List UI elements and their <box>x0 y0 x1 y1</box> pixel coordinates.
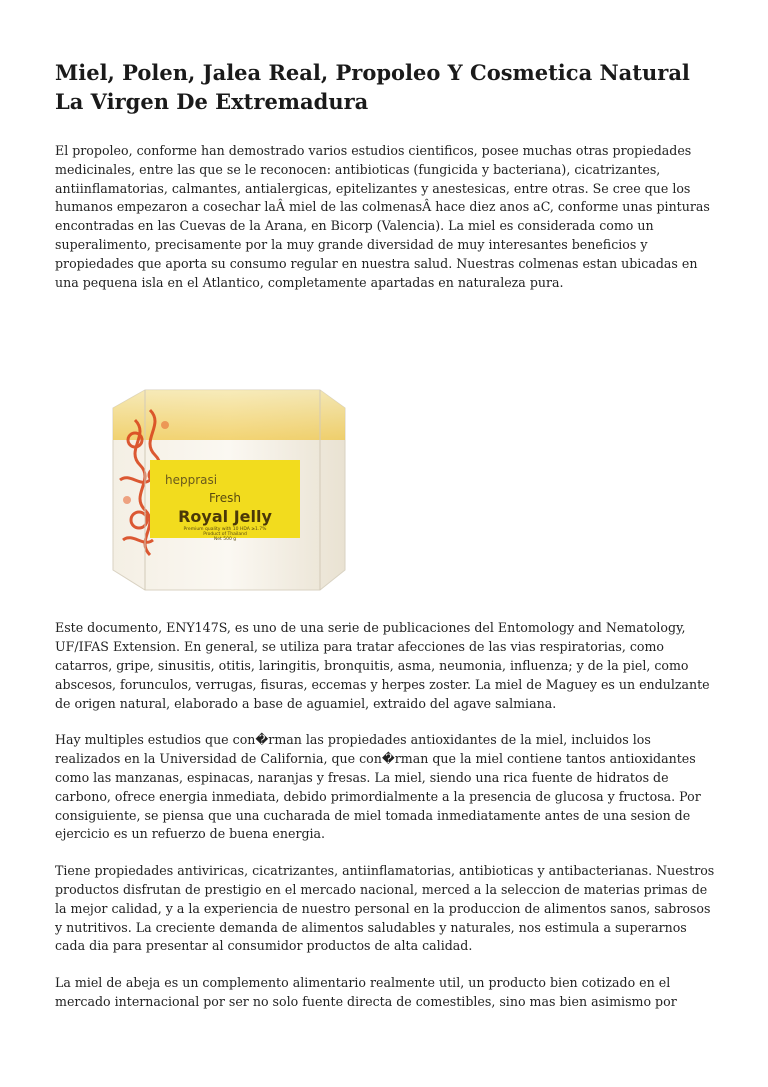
paragraph-4: Tiene propiedades antiviricas, cicatrizantes, antiinflamatorias, antibioticas y antibacterianas. Nuestros productos disfrutan de prestigio en el mercado nacional, merced a la seleccion de materias primas de la mejor calidad, y a la experiencia de nuestro personal en la produccion de alimentos sanos, sabrosos y nutritivos. La creciente demanda de alimentos saludables y naturales, nos estimula a superarnos cada dia para presentar al consumidor productos de alta calidad. <box>55 863 715 954</box>
paragraph-1: El propoleo, conforme han demostrado varios estudios cientificos, posee muchas otras propiedades medicinales, entre las que se le reconocen: antibioticas (fungicida y bacteriana), cicatrizantes, antiinflamatorias, calmantes, antialergicas, epitelizantes y anestesicas, entre otras. Se cree que los humanos empezaron a cosechar laÂ miel de las colmenasÂ hace diez anos aC, conforme unas pinturas encontradas en las Cuevas de la Arana, en Bicorp (Valencia). La miel es considerada como un superalimento, precisamente por la muy grande diversidad de muy interesantes beneficios y propiedades que aporta su consumo regular en nuestra salud. Nuestras colmenas estan ubicadas en una pequena isla en el Atlantico, completamente apartadas en naturaleza pura. <box>55 143 710 290</box>
page-title: Miel, Polen, Jalea Real, Propoleo Y Cosmetica Natural La Virgen De Extremadura <box>55 60 690 114</box>
label-small-print-2: Product of Thailand <box>203 532 247 538</box>
paragraph-5: La miel de abeja es un complemento alimentario realmente util, un producto bien cotizado en el mercado internacional por ser no solo fuente directa de comestibles, sino mas bien asimismo por <box>55 975 677 1009</box>
label-fresh: Fresh <box>209 491 241 506</box>
royal-jelly-product-image <box>105 380 355 605</box>
paragraph-2: Este documento, ENY147S, es uno de una serie de publicaciones del Entomology and Nematology, UF/IFAS Extension. En general, se utiliza para tratar afecciones de las vias respiratorias, como catarros, gripe, sinusitis, otitis, laringitis, bronquitis, asma, neumonia, influenza; y de la piel, como abscesos, forunculos, verrugas, fisuras, eccemas y herpes zoster. La miel de Maguey es un endulzante de origen natural, elaborado a base de aguamiel, extraido del agave salmiana. <box>55 620 710 711</box>
label-small-print-3: Net 500 g <box>213 537 237 543</box>
document-page <box>55 58 715 1030</box>
label-small-print-1: Premium quality with 10 HDA ≥1.7% <box>183 527 267 533</box>
brand-text: hepprasi <box>165 473 218 488</box>
label-royal-jelly: Royal Jelly <box>178 507 272 527</box>
paragraph-3: Hay multiples estudios que con�rman las propiedades antioxidantes de la miel, incluidos los realizados en la Universidad de California, que con�rman que la miel contiene tantos antioxidantes como las manzanas, espinacas, naranjas y fresas. La miel, siendo una rica fuente de hidratos de carbono, ofrece energia inmediata, debido primordialmente a la presencia de glucosa y fructosa. Por consiguiente, se piensa que una cucharada de miel tomada inmediatamente antes de una sesion de ejercicio es un refuerzo de buena energia. <box>55 732 701 842</box>
